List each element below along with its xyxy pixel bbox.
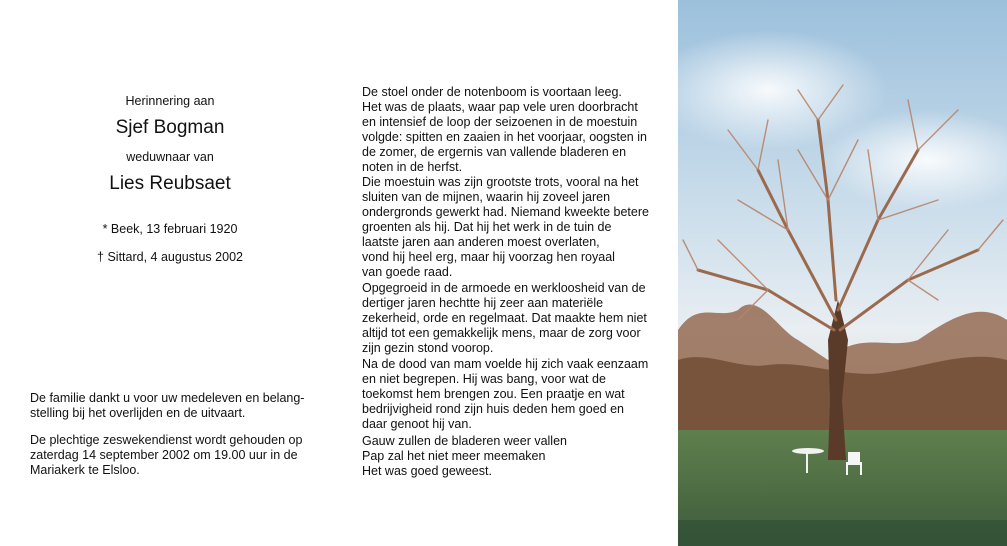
relation-text: weduwnaar van (126, 150, 214, 164)
text-line: Pap zal het niet meer meemaken (362, 449, 546, 463)
text-line: vond hij heel erg, maar hij voorzag hen royaal (362, 250, 615, 264)
card-left-panel (0, 0, 340, 546)
text-line: Het was de plaats, waar pap vele uren doorbracht (362, 100, 638, 114)
text-line: toekomst hem brengen zou. Een praatje en wat (362, 387, 625, 401)
text-line: en intensief de loop der seizoenen in de moestuin (362, 115, 638, 129)
text-line: Opgegroeid in de armoede en werkloosheid van de (362, 281, 646, 295)
paragraph-later-years (362, 357, 662, 432)
text-line: daar genoot hij van. (362, 417, 472, 431)
service-paragraph (30, 433, 330, 478)
text-line: groenten als hij. Dat hij het werk in de tuin de (362, 220, 612, 234)
service-line: De plechtige zeswekendienst wordt gehouden op (30, 433, 303, 447)
text-line: altijd tot een gemakkelijk mens, maar de zorg voor (362, 326, 641, 340)
text-line: en niet begrepen. Hij was bang, voor wat de (362, 372, 606, 386)
text-line: de zomer, de ergernis van vallende bladeren en (362, 145, 627, 159)
text-line: zijn gezin stond voorop. (362, 341, 494, 355)
text-line: Het was goed geweest. (362, 464, 492, 478)
spouse-name: Lies Reubsaet (109, 173, 231, 194)
thanks-line: De familie dankt u voor uw medeleven en belang- (30, 391, 305, 405)
text-line: laatste jaren aan anderen moest overlaten, (362, 235, 600, 249)
text-line: Die moestuin was zijn grootste trots, vooral na het (362, 175, 639, 189)
death-line: † Sittard, 4 augustus 2002 (97, 250, 243, 264)
paragraph-youth (362, 281, 662, 356)
birth-line: * Beek, 13 februari 1920 (102, 222, 238, 236)
deceased-name: Sjef Bogman (115, 117, 225, 138)
text-line: van goede raad. (362, 265, 453, 279)
closing-verse (362, 434, 662, 479)
text-line: Na de dood van mam voelde hij zich vaak eenzaam (362, 357, 649, 371)
thanks-paragraph (30, 391, 330, 421)
thanks-line: stelling bij het overlijden en de uitvaart. (30, 406, 246, 420)
text-line: zekerheid, orde en regelmaat. Dat maakte hem niet (362, 311, 647, 325)
tree-photo-image (678, 0, 1007, 546)
intro-text: Herinnering aan (125, 94, 215, 108)
service-line: zaterdag 14 september 2002 om 19.00 uur in de (30, 448, 298, 462)
paragraph-garden (362, 85, 662, 280)
text-line: bedrijvigheid rond zijn huis deden hem goed en (362, 402, 624, 416)
card-text-panel (340, 0, 678, 546)
tree-photo (678, 0, 1007, 546)
text-line: Gauw zullen de bladeren weer vallen (362, 434, 567, 448)
text-line: noten in de herfst. (362, 160, 463, 174)
service-line: Mariakerk te Elsloo. (30, 463, 140, 477)
text-line: ondergronds gewerkt had. Niemand kweekte betere (362, 205, 649, 219)
text-line: dertiger jaren hechtte hij zeer aan materiële (362, 296, 604, 310)
text-line: sluiten van de mijnen, waarin hij zoveel jaren (362, 190, 611, 204)
text-line: volgde: spitten en zaaien in het voorjaar, oogsten in (362, 130, 647, 144)
text-line: De stoel onder de notenboom is voortaan leeg. (362, 85, 622, 99)
